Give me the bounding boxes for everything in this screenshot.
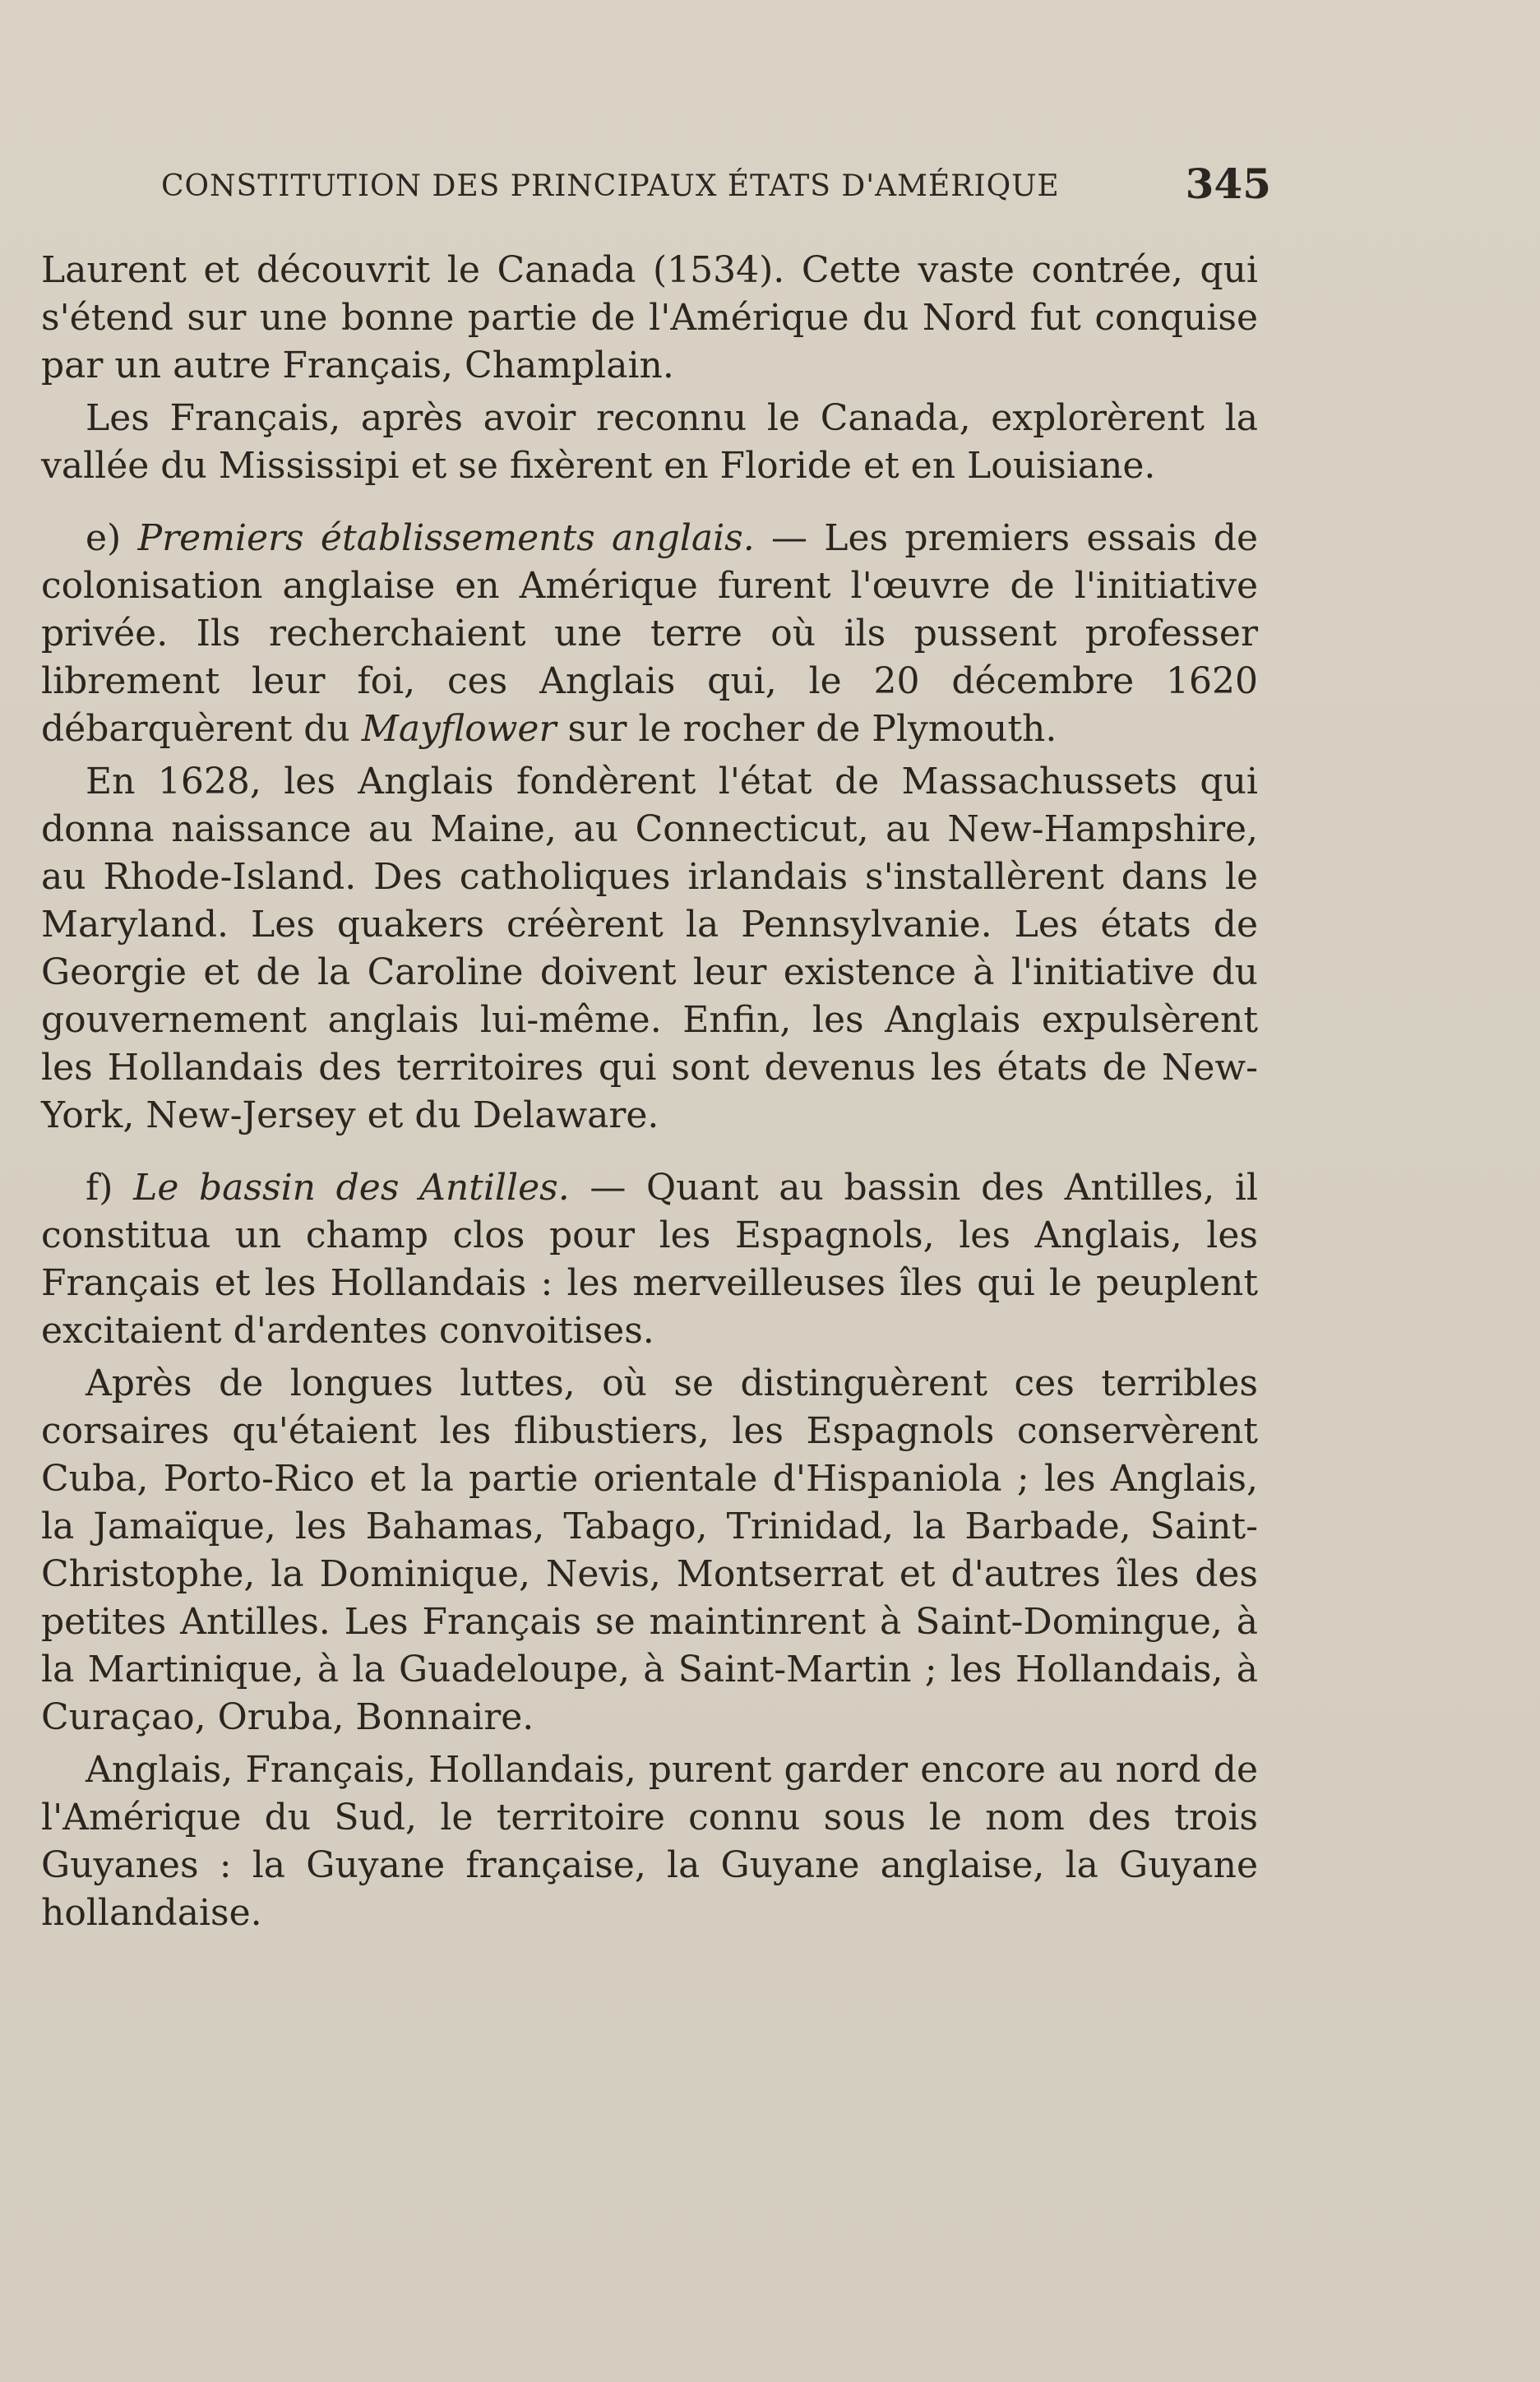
section-heading: Premiers établissements anglais. bbox=[137, 517, 755, 559]
paragraph-text: Les Français, après avoir reconnu le Canada, explorèrent la vallée du Mississipi et se fixèrent en Floride et en Louisiane. bbox=[41, 397, 1258, 487]
section-f-antilles-basin bbox=[41, 1164, 1258, 1355]
section-label: f) bbox=[86, 1167, 113, 1209]
running-head bbox=[161, 156, 1271, 214]
paragraph-canada-discovery bbox=[41, 247, 1258, 390]
section-heading: Le bassin des Antilles. bbox=[133, 1167, 570, 1209]
body-text bbox=[41, 247, 1258, 1937]
paragraph-french-exploration bbox=[41, 395, 1258, 490]
section-e-english-settlements bbox=[41, 515, 1258, 753]
paragraph-text: Anglais, Français, Hollandais, purent garder encore au nord de l'Amérique du Sud, le territoire connu sous le nom des trois Guyanes : la Guyane française, la Guyane anglaise, la Guyane hollandaise. bbox=[41, 1749, 1258, 1934]
paragraph-text: — Les premiers essais de colonisation anglaise en Amérique furent l'œuvre de l'initiative privée. Ils recherchaient une terre où ils pussent professer librement leur foi, ces Anglais qui, le 20 décembre 1620 débarquèrent du bbox=[41, 517, 1258, 750]
paragraph-english-colonies bbox=[41, 758, 1258, 1140]
paragraph-text-end: sur le rocher de Plymouth. bbox=[567, 708, 1057, 750]
running-title: CONSTITUTION DES PRINCIPAUX ÉTATS D'AMÉRIQUE bbox=[161, 169, 1060, 203]
page-number: 345 bbox=[1185, 160, 1271, 208]
paragraph-antilles-division bbox=[41, 1360, 1258, 1741]
paragraph-text: Laurent et découvrit le Canada (1534). Cette vaste contrée, qui s'étend sur une bonne partie de l'Amérique du Nord fut conquise par un autre Français, Champlain. bbox=[41, 249, 1258, 386]
paragraph-text: Après de longues luttes, où se distinguèrent ces terribles corsaires qu'étaient les flibustiers, les Espagnols conservèrent Cuba, Porto-Rico et la partie orientale d'Hispaniola ; les Anglais, la Jamaïque, les Bahamas, Tabago, Trinidad, la Barbade, Saint-Christophe, la Dominique, Nevis, Montserrat et d'autres îles des petites Antilles. Les Français se maintinrent à Saint-Domingue, à la Martinique, à la Guadeloupe, à Saint-Martin ; les Hollandais, à Curaçao, Oruba, Bonnaire. bbox=[41, 1362, 1258, 1738]
paragraph-text: — Quant au bassin des Antilles, il constitua un champ clos pour les Espagnols, les Anglais, les Français et les Hollandais : les merveilleuses îles qui le peuplent excitaient d'ardentes convoitises. bbox=[41, 1167, 1258, 1352]
section-label: e) bbox=[86, 517, 122, 559]
paragraph-guyanes bbox=[41, 1746, 1258, 1937]
ship-name: Mayflower bbox=[361, 708, 557, 750]
paragraph-text: En 1628, les Anglais fondèrent l'état de Massachussets qui donna naissance au Maine, au Connecticut, au New-Hampshire, au Rhode-Island. Des catholiques irlandais s'installèrent dans le Maryland. Les quakers créèrent la Pennsylvanie. Les états de Georgie et de la Caroline doivent leur existence à l'initiative du gouvernement anglais lui-même. Enfin, les Anglais expulsèrent les Hollandais des territoires qui sont devenus les états de New-York, New-Jersey et du Delaware. bbox=[41, 761, 1258, 1136]
